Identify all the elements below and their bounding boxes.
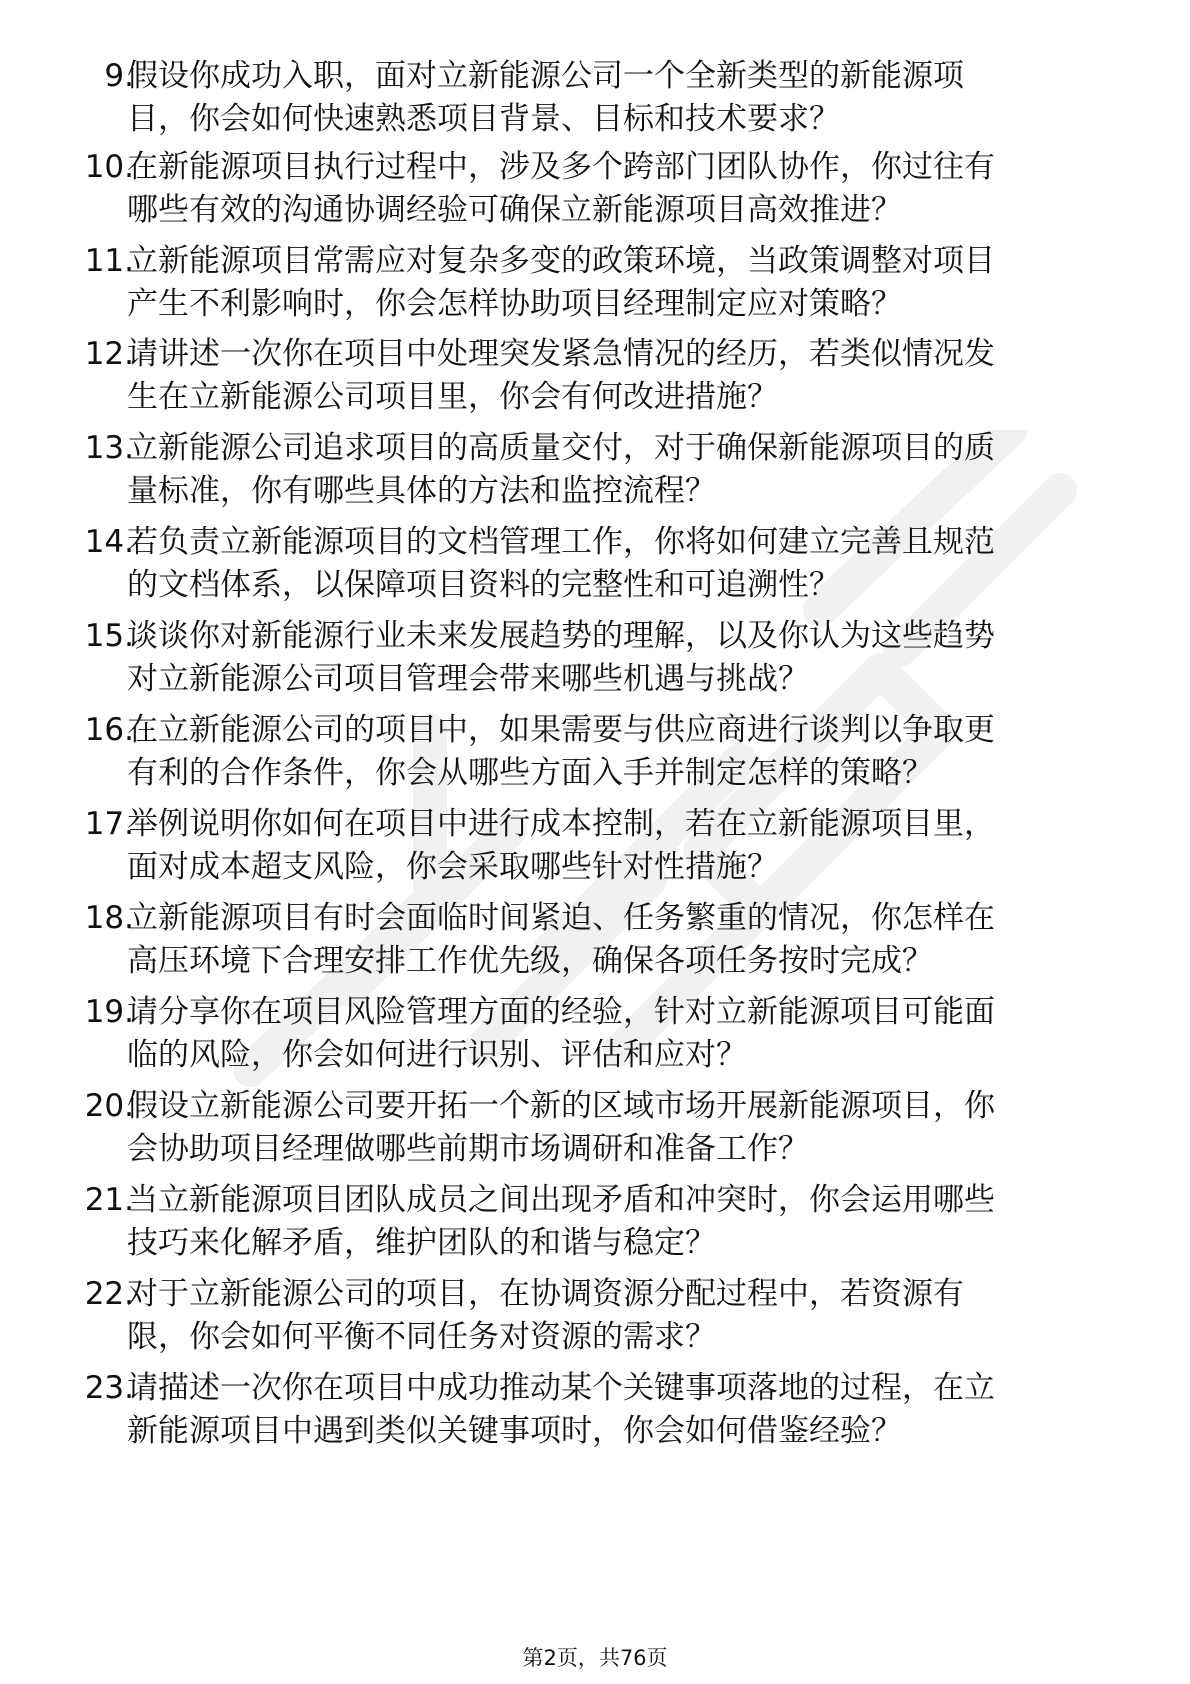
question-text-line: 哪些有效的沟通协调经验可确保立新能源项目高效推进？ [127, 192, 902, 228]
question-text-line: 技巧来化解矛盾，维护团队的和谐与稳定？ [127, 1225, 716, 1261]
question-number: 13. [84, 430, 134, 466]
question-item [0, 55, 1190, 145]
question-item [0, 1085, 1190, 1175]
question-number: 21. [84, 1182, 134, 1218]
question-text [127, 427, 1117, 513]
question-text-line: 高压环境下合理安排工作优先级，确保各项任务按时完成？ [127, 943, 933, 979]
question-text-line: 请描述一次你在项目中成功推动某个关键事项落地的过程，在立 [127, 1370, 995, 1406]
question-text-line: 量标准，你有哪些具体的方法和监控流程？ [127, 473, 716, 509]
question-item [0, 897, 1190, 987]
question-item [0, 333, 1190, 423]
question-text-line: 举例说明你如何在项目中进行成本控制，若在立新能源项目里， [127, 806, 995, 842]
question-text-line: 生在立新能源公司项目里，你会有何改进措施？ [127, 379, 778, 415]
question-number: 15. [84, 618, 134, 654]
question-item [0, 803, 1190, 893]
question-item [0, 1273, 1190, 1363]
question-item [0, 615, 1190, 705]
question-number: 22. [84, 1276, 134, 1312]
question-text [127, 240, 1117, 326]
question-text-line: 请讲述一次你在项目中处理突发紧急情况的经历，若类似情况发 [127, 336, 995, 372]
question-item [0, 146, 1190, 236]
question-text [127, 333, 1117, 419]
question-item [0, 1179, 1190, 1269]
question-number: 18. [84, 900, 134, 936]
page-footer: 第2页，共76页 [522, 1646, 668, 1670]
question-number: 20. [84, 1088, 134, 1124]
question-text [127, 1367, 1117, 1453]
question-text-line: 在新能源项目执行过程中，涉及多个跨部门团队协作，你过往有 [127, 149, 995, 185]
question-text-line: 请分享你在项目风险管理方面的经验，针对立新能源项目可能面 [127, 994, 995, 1030]
question-text [127, 897, 1117, 983]
question-item [0, 709, 1190, 799]
question-item [0, 240, 1190, 330]
question-text-line: 新能源项目中遇到类似关键事项时，你会如何借鉴经验？ [127, 1413, 902, 1449]
question-text-line: 假设你成功入职，面对立新能源公司一个全新类型的新能源项 [127, 58, 964, 94]
question-text-line: 谈谈你对新能源行业未来发展趋势的理解，以及你认为这些趋势 [127, 618, 995, 654]
question-item [0, 991, 1190, 1081]
question-text-line: 会协助项目经理做哪些前期市场调研和准备工作？ [127, 1131, 809, 1167]
question-number: 19. [84, 994, 134, 1030]
question-text [127, 803, 1117, 889]
question-text-line: 对于立新能源公司的项目，在协调资源分配过程中，若资源有 [127, 1276, 964, 1312]
question-number: 17. [84, 806, 134, 842]
question-number: 23. [84, 1370, 134, 1406]
question-text [127, 709, 1117, 795]
question-number: 10. [84, 149, 134, 185]
question-text-line: 产生不利影响时，你会怎样协助项目经理制定应对策略？ [127, 286, 902, 322]
question-text-line: 立新能源项目常需应对复杂多变的政策环境，当政策调整对项目 [127, 243, 995, 279]
question-item [0, 1367, 1190, 1457]
question-text [127, 1273, 1117, 1359]
question-text-line: 临的风险，你会如何进行识别、评估和应对？ [127, 1037, 747, 1073]
question-text [127, 615, 1117, 701]
question-text-line: 立新能源项目有时会面临时间紧迫、任务繁重的情况，你怎样在 [127, 900, 995, 936]
question-text-line: 面对成本超支风险，你会采取哪些针对性措施？ [127, 849, 778, 885]
question-text-line: 立新能源公司追求项目的高质量交付，对于确保新能源项目的质 [127, 430, 995, 466]
question-text-line: 当立新能源项目团队成员之间出现矛盾和冲突时，你会运用哪些 [127, 1182, 995, 1218]
question-text [127, 521, 1117, 607]
question-text-line: 在立新能源公司的项目中，如果需要与供应商进行谈判以争取更 [127, 712, 995, 748]
question-number: 14. [84, 524, 134, 560]
question-text-line: 假设立新能源公司要开拓一个新的区域市场开展新能源项目，你 [127, 1088, 995, 1124]
question-text-line: 有利的合作条件，你会从哪些方面入手并制定怎样的策略？ [127, 755, 933, 791]
question-text-line: 若负责立新能源项目的文档管理工作，你将如何建立完善且规范 [127, 524, 995, 560]
question-text [127, 1179, 1117, 1265]
question-text [127, 991, 1117, 1077]
question-text-line: 对立新能源公司项目管理会带来哪些机遇与挑战？ [127, 661, 809, 697]
question-number: 11. [84, 243, 134, 279]
question-number: 9. [104, 58, 134, 94]
question-item [0, 427, 1190, 517]
question-text [127, 55, 1117, 141]
question-number: 16. [84, 712, 134, 748]
question-text-line: 限，你会如何平衡不同任务对资源的需求？ [127, 1319, 716, 1355]
question-item [0, 521, 1190, 611]
question-text [127, 146, 1117, 232]
question-text [127, 1085, 1117, 1171]
question-text-line: 目，你会如何快速熟悉项目背景、目标和技术要求？ [127, 101, 840, 137]
question-text-line: 的文档体系，以保障项目资料的完整性和可追溯性？ [127, 567, 840, 603]
question-number: 12. [84, 336, 134, 372]
